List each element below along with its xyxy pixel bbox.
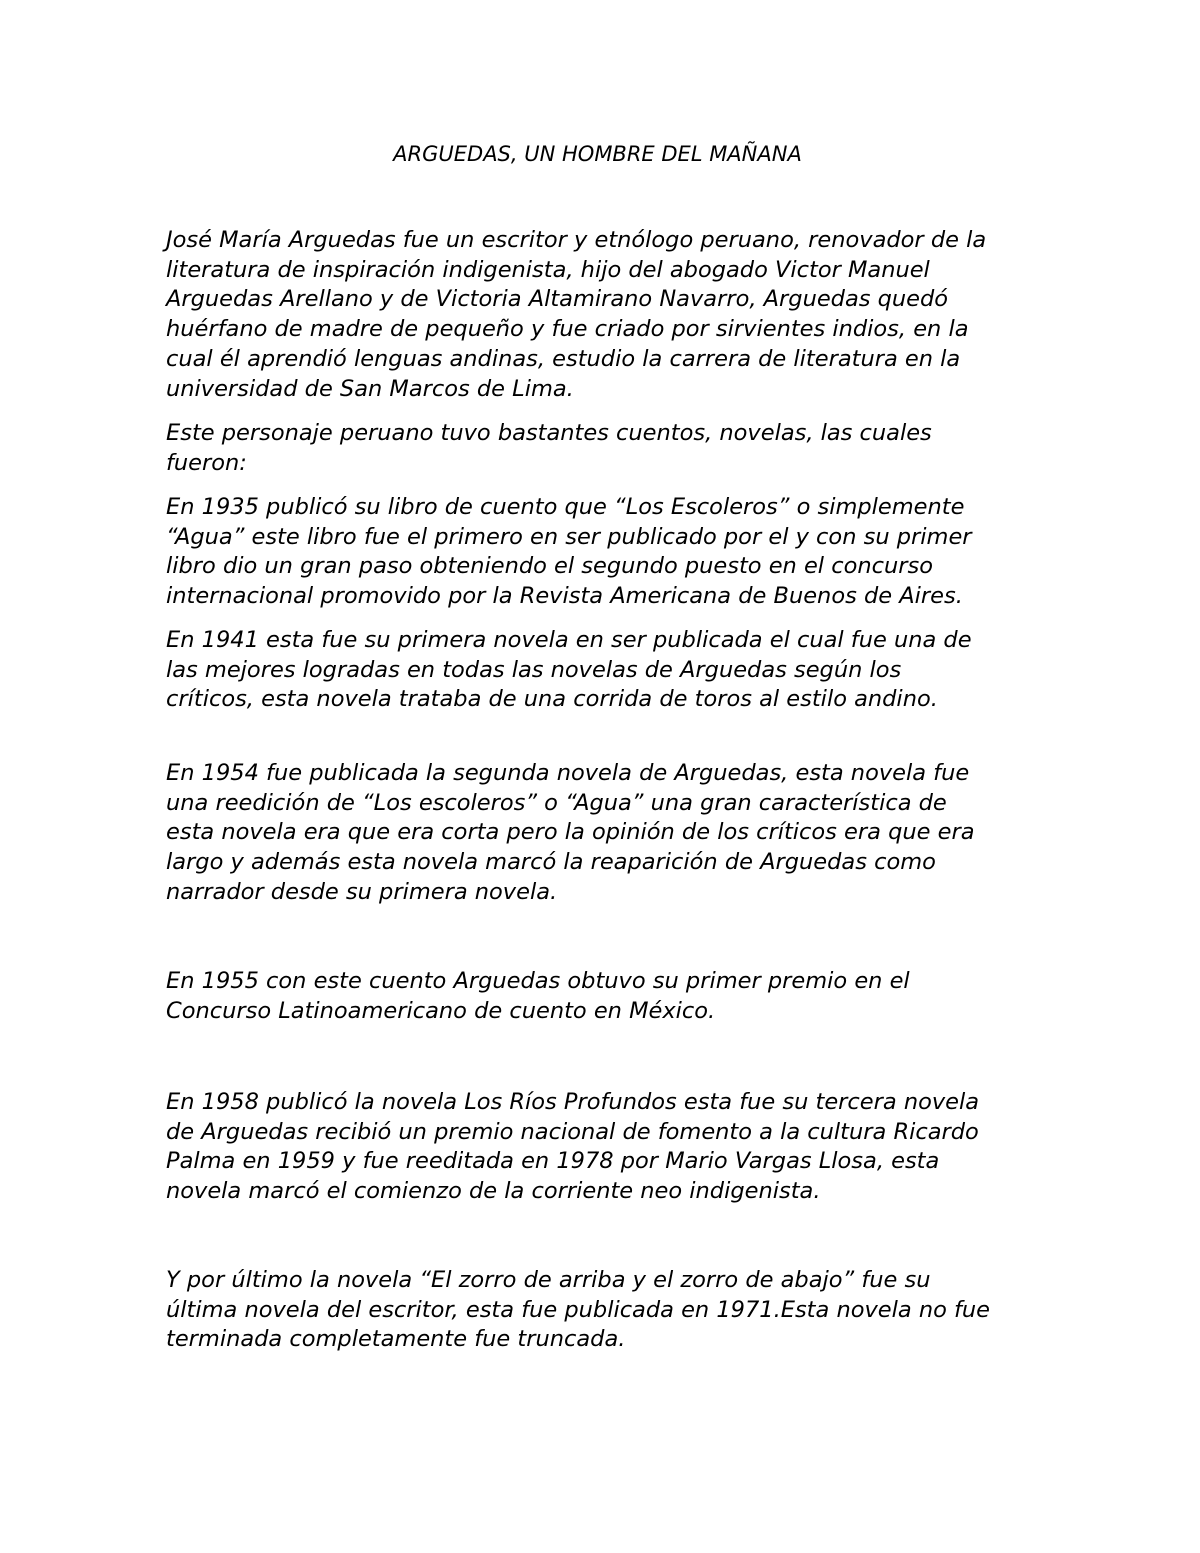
paragraph-line: En 1955 con este cuento Arguedas obtuvo su primer premio en el bbox=[166, 968, 910, 994]
paragraph-line: de Arguedas recibió un premio nacional de fomento a la cultura Ricardo bbox=[166, 1118, 979, 1145]
paragraph-line: libro dio un gran paso obteniendo el segundo puesto en el concurso bbox=[166, 553, 933, 580]
paragraph-line: cual él aprendió lenguas andinas, estudio la carrera de literatura en la bbox=[166, 345, 961, 372]
paragraph-line: En 1954 fue publicada la segunda novela de Arguedas, esta novela fue bbox=[166, 760, 970, 786]
paragraph-line: una reedición de “Los escoleros” o “Agua” una gran característica de bbox=[166, 789, 947, 816]
paragraph-line: Palma en 1959 y fue reeditada en 1978 por Mario Vargas Llosa, esta bbox=[166, 1148, 940, 1175]
paragraph-line: Arguedas Arellano y de Victoria Altamirano Navarro, Arguedas quedó bbox=[166, 286, 949, 313]
paragraph-line: En 1941 esta fue su primera novela en ser publicada el cual fue una de bbox=[166, 627, 972, 653]
paragraph-1955 bbox=[166, 967, 1046, 1026]
paragraph-line: Y por último la novela “El zorro de arriba y el zorro de abajo” fue su bbox=[166, 1267, 931, 1293]
paragraph-biography bbox=[166, 226, 1046, 404]
paragraph-line: En 1958 publicó la novela Los Ríos Profundos esta fue su tercera novela bbox=[166, 1089, 980, 1115]
paragraph-line: Este personaje peruano tuvo bastantes cuentos, novelas, las cuales bbox=[166, 420, 932, 446]
paragraph-line: En 1935 publicó su libro de cuento que “Los Escoleros” o simplemente bbox=[166, 494, 965, 520]
paragraph-line: “Agua” este libro fue el primero en ser publicado por el y con su primer bbox=[166, 523, 972, 550]
paragraph-line: largo y además esta novela marcó la reaparición de Arguedas como bbox=[166, 849, 936, 876]
paragraph-1958 bbox=[166, 1088, 1046, 1207]
paragraph-line: narrador desde su primera novela. bbox=[166, 878, 558, 905]
paragraph-1954 bbox=[166, 759, 1046, 908]
paragraph-line: novela marcó el comienzo de la corriente neo indigenista. bbox=[166, 1178, 821, 1205]
paragraph-1935 bbox=[166, 493, 1046, 612]
paragraph-line: huérfano de madre de pequeño y fue criado por sirvientes indios, en la bbox=[166, 316, 969, 343]
paragraph-line: críticos, esta novela trataba de una corrida de toros al estilo andino. bbox=[166, 686, 938, 713]
paragraph-line: terminada completamente fue truncada. bbox=[166, 1326, 626, 1353]
paragraph-line: internacional promovido por la Revista Americana de Buenos de Aires. bbox=[166, 583, 963, 610]
paragraph-works-intro bbox=[166, 419, 1046, 478]
document-title: ARGUEDAS, UN HOMBRE DEL MAÑANA bbox=[393, 142, 802, 166]
paragraph-line: última novela del escritor, esta fue publicada en 1971.Esta novela no fue bbox=[166, 1296, 991, 1323]
paragraph-line: las mejores logradas en todas las novelas de Arguedas según los bbox=[166, 656, 902, 683]
paragraph-line: José María Arguedas fue un escritor y etnólogo peruano, renovador de la bbox=[166, 227, 987, 253]
paragraph-1971 bbox=[166, 1266, 1046, 1355]
paragraph-line: fueron: bbox=[166, 449, 247, 476]
paragraph-line: Concurso Latinoamericano de cuento en México. bbox=[166, 997, 716, 1024]
paragraph-line: universidad de San Marcos de Lima. bbox=[166, 375, 574, 402]
paragraph-line: literatura de inspiración indigenista, hijo del abogado Victor Manuel bbox=[166, 256, 930, 283]
paragraph-1941 bbox=[166, 626, 1046, 715]
paragraph-line: esta novela era que era corta pero la opinión de los críticos era que era bbox=[166, 819, 975, 846]
